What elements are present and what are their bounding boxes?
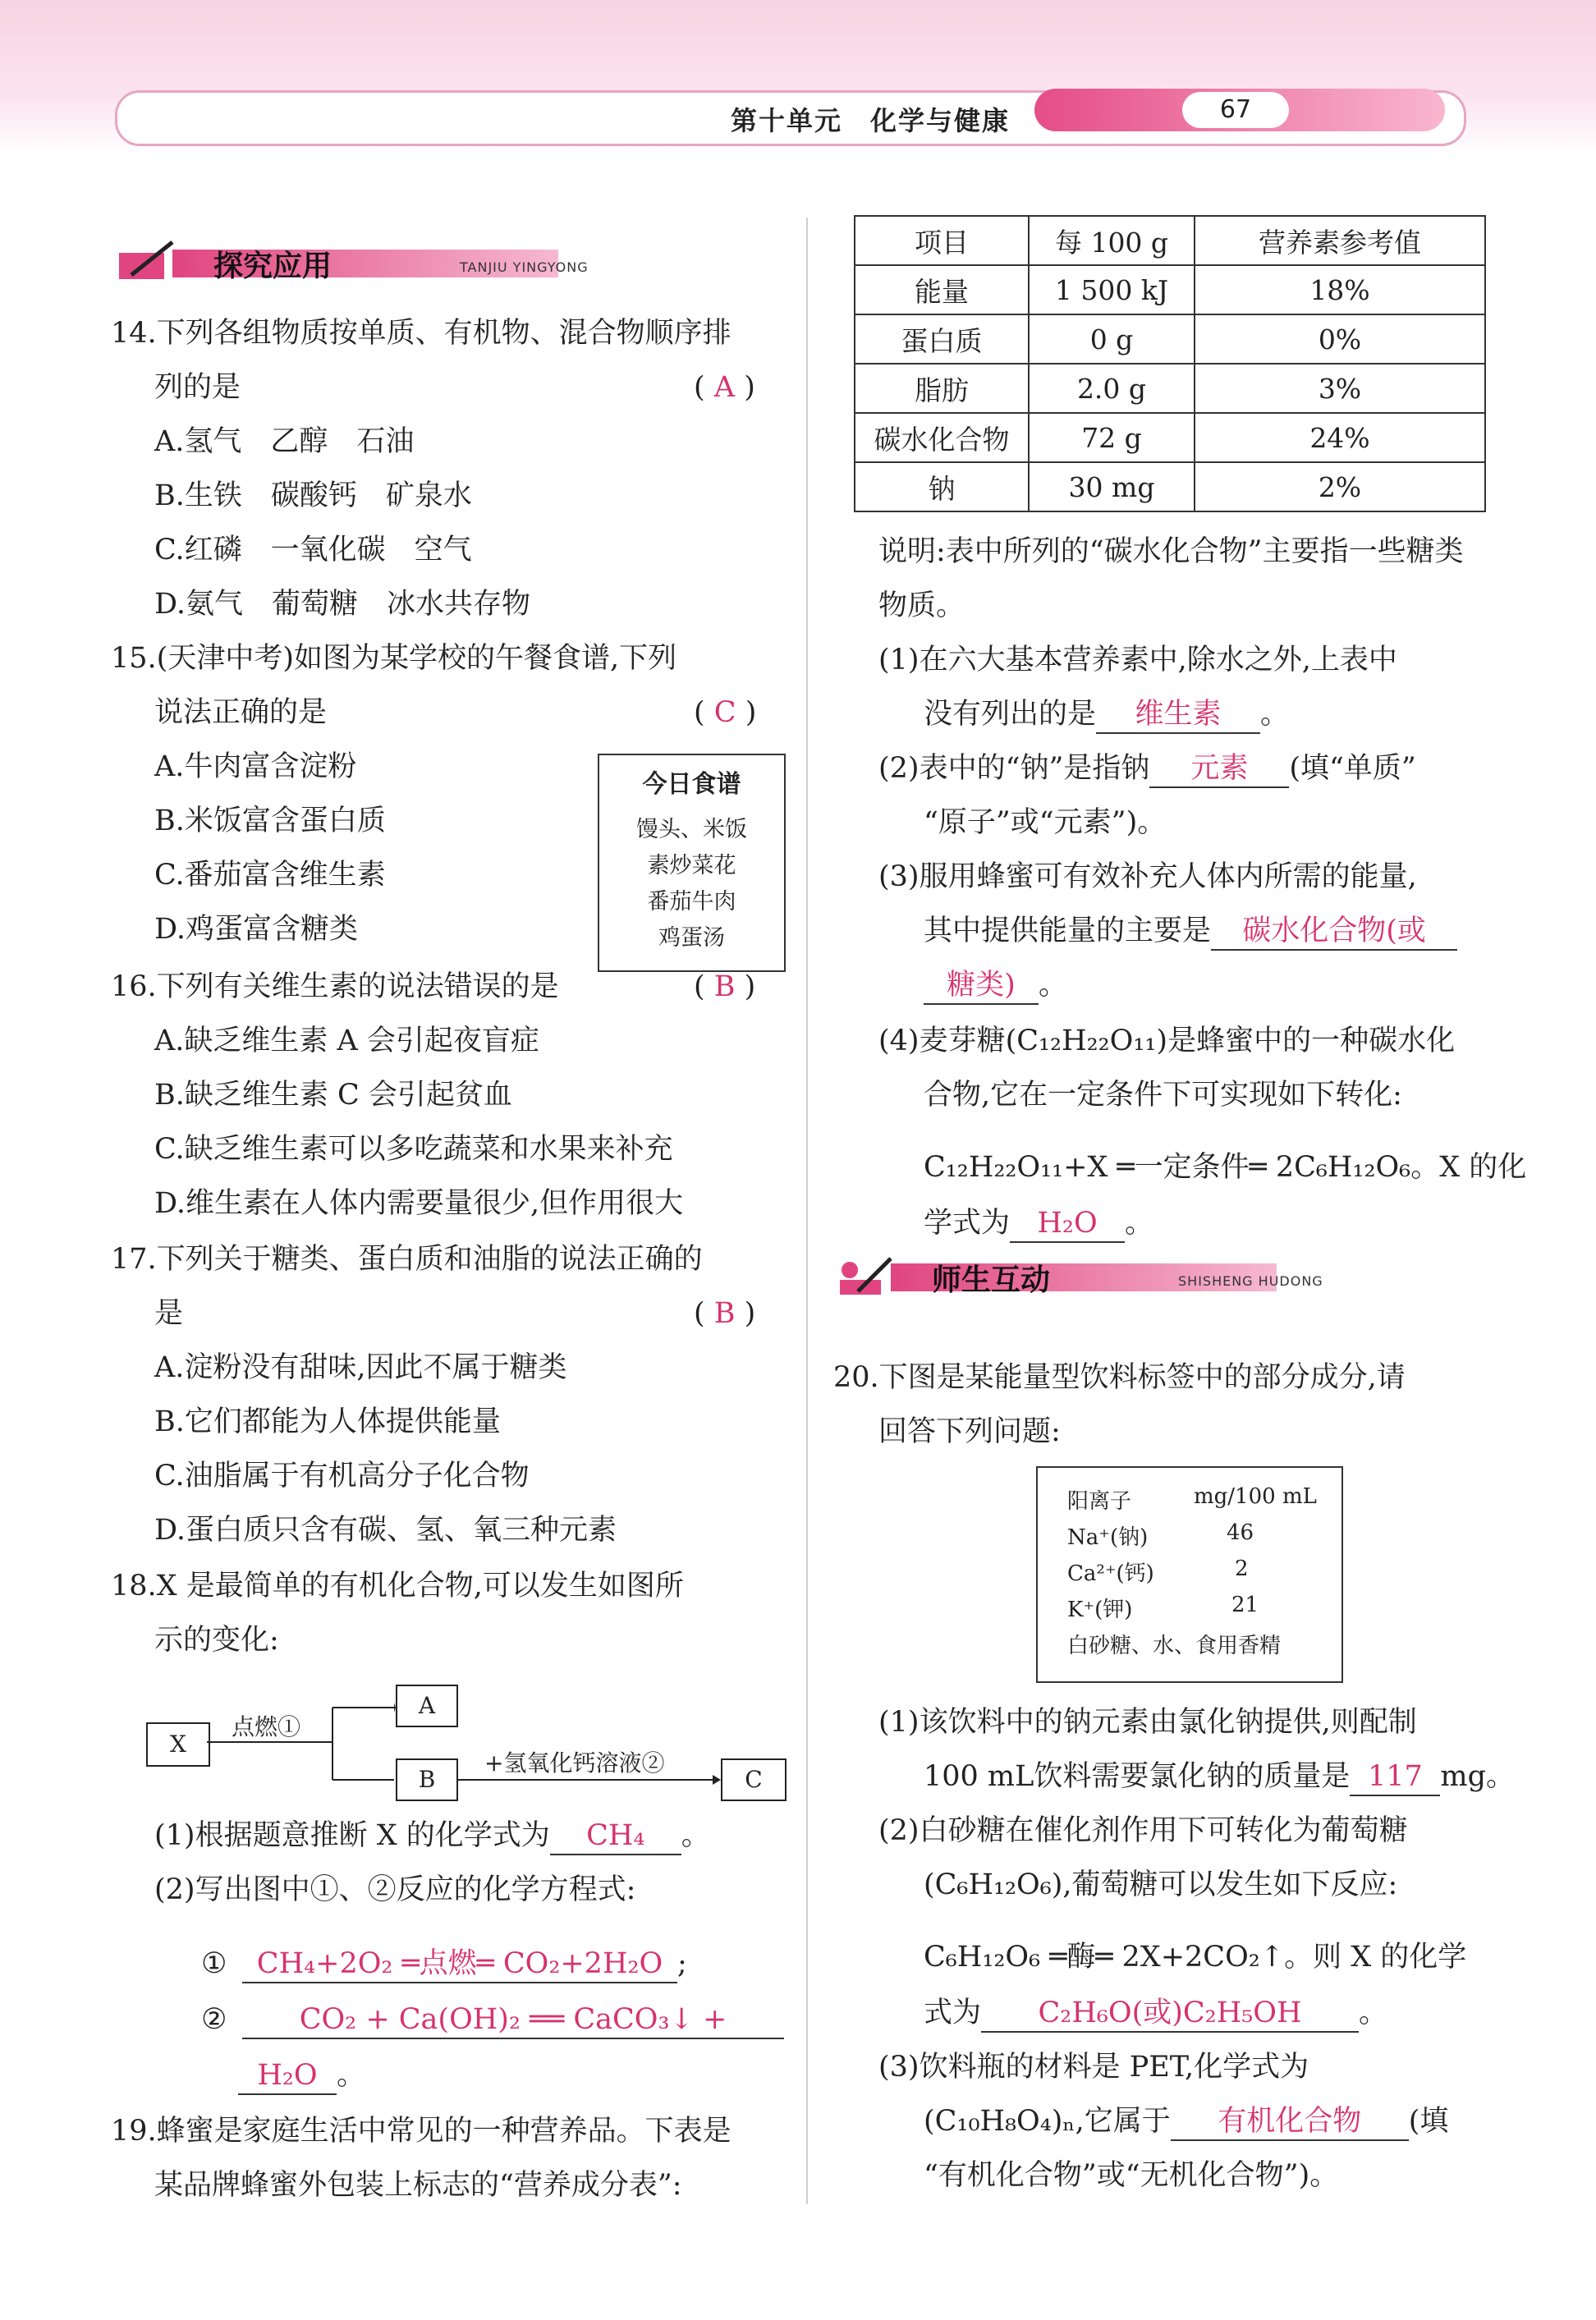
page-title: 第十单元 化学与健康 xyxy=(731,105,1011,136)
q18-stem2: 示的变化: xyxy=(154,1624,279,1657)
q19-s4c: 学式为 H₂O 。 xyxy=(924,1205,1153,1243)
q17-option: A.淀粉没有甜味,因此不属于糖类 xyxy=(154,1351,567,1384)
q18-stem: 18.X 是最简单的有机化合物,可以发生如图所 xyxy=(111,1570,684,1602)
menu-item: 番茄牛肉 xyxy=(647,889,736,915)
table-cell: 脂肪 xyxy=(855,364,1029,413)
table-cell: 72 g xyxy=(1029,413,1195,462)
table-header: 营养素参考值 xyxy=(1195,216,1485,265)
q18-eq1: CH₄+2O₂ ═点燃═ CO₂+2H₂O ; xyxy=(242,1946,687,1983)
q19-s1b: 没有列出的是 维生素 。 xyxy=(924,696,1289,734)
q16-stem: 16.下列有关维生素的说法错误的是 xyxy=(111,970,559,1003)
section-label: 师生互动 xyxy=(932,1263,1051,1297)
label-value: 2 xyxy=(1235,1557,1249,1581)
q19-s4b: 合物,它在一定条件下可实现如下转化: xyxy=(924,1079,1402,1112)
q20-s2b: (C₆H₁₂O₆),葡萄糖可以发生如下反应: xyxy=(924,1868,1398,1901)
menu-item: 馒头、米饭 xyxy=(636,817,747,842)
table-header: 每 100 g xyxy=(1029,216,1195,265)
q14-option: D.氨气 葡萄糖 冰水共存物 xyxy=(154,588,530,621)
q18-part1: (1)根据题意推断 X 的化学式为 CH₄ 。 xyxy=(154,1818,710,1855)
table-cell: 钠 xyxy=(855,462,1029,511)
arrow-label-ignite: 点燃① xyxy=(232,1713,301,1740)
table-row xyxy=(855,314,1485,364)
q15-stem: 15.(天津中考)如图为某学校的午餐食谱,下列 xyxy=(111,642,677,675)
column-divider xyxy=(806,218,808,2204)
q19-s2a: (2)表中的“钠”是指钠 元素 (填“单质” xyxy=(878,750,1416,788)
teacher-icon xyxy=(833,1252,899,1301)
table-row xyxy=(855,364,1485,413)
q19-s3b: 其中提供能量的主要是 碳水化合物(或 xyxy=(924,913,1457,951)
table-header: 项目 xyxy=(855,216,1029,265)
page-number: 67 xyxy=(1182,92,1289,128)
table-cell: 碳水化合物 xyxy=(855,413,1029,462)
table-cell: 能量 xyxy=(855,265,1029,314)
q18-eq2: CO₂ + Ca(OH)₂ ══ CaCO₃↓ + xyxy=(242,2001,784,2039)
q17-option: B.它们都能为人体提供能量 xyxy=(154,1405,501,1438)
q14-option: B.生铁 碳酸钙 矿泉水 xyxy=(154,479,472,512)
q19-s3a: (3)服用蜂蜜可有效补充人体内所需的能量, xyxy=(878,860,1417,893)
label-header: mg/100 mL xyxy=(1194,1484,1317,1509)
q19-s4a: (4)麦芽糖(C₁₂H₂₂O₁₁)是蜂蜜中的一种碳水化 xyxy=(878,1025,1456,1057)
label-value: 46 xyxy=(1227,1520,1254,1545)
diagram-b: B xyxy=(396,1758,458,1801)
q15-stem2: 说法正确的是 xyxy=(154,696,328,729)
table-cell: 18% xyxy=(1195,265,1485,314)
diagram-c: C xyxy=(721,1758,787,1801)
q20-stem: 20.下图是某能量型饮料标签中的部分成分,请 xyxy=(833,1361,1406,1394)
q15-option: B.米饭富含蛋白质 xyxy=(154,805,386,837)
q19-s4eq: C₁₂H₂₂O₁₁+X ═一定条件═ 2C₆H₁₂O₆。X 的化 xyxy=(924,1151,1527,1184)
section-interact xyxy=(833,1252,1375,1301)
q16-option: B.缺乏维生素 C 会引起贫血 xyxy=(154,1079,512,1112)
label-ion: Ca²⁺(钙) xyxy=(1067,1561,1154,1586)
menu-item: 鸡蛋汤 xyxy=(658,925,725,951)
label-value: 21 xyxy=(1231,1593,1259,1617)
pen-icon xyxy=(115,238,181,287)
eq-num-1: ① xyxy=(201,1947,227,1980)
table-cell: 0 g xyxy=(1029,314,1195,364)
q17-option: D.蛋白质只含有碳、氢、氧三种元素 xyxy=(154,1514,617,1547)
q14-answer: ( A ) xyxy=(694,371,755,404)
menu-title: 今日食谱 xyxy=(642,770,741,799)
q17-stem: 17.下列关于糖类、蛋白质和油脂的说法正确的 xyxy=(111,1243,703,1276)
q19-stem2: 某品牌蜂蜜外包装上标志的“营养成分表”: xyxy=(154,2169,682,2202)
q19-s3c: 糖类) 。 xyxy=(924,967,1067,1005)
q14-option: A.氢气 乙醇 石油 xyxy=(154,425,415,458)
q19-s1a: (1)在六大基本营养素中,除水之外,上表中 xyxy=(878,644,1397,676)
q14-stem2: 列的是 xyxy=(154,371,241,404)
q18-eq2b: H₂O 。 xyxy=(238,2057,365,2095)
diagram-a: A xyxy=(396,1685,458,1727)
q20-stem2: 回答下列问题: xyxy=(878,1415,1061,1448)
q19-note: 说明:表中所列的“碳水化合物”主要指一些糖类 xyxy=(878,535,1464,568)
q19-stem: 19.蜂蜜是家庭生活中常见的一种营养品。下表是 xyxy=(111,2115,732,2148)
label-footer: 白砂糖、水、食用香精 xyxy=(1067,1634,1282,1658)
section-pinyin: SHISHENG HUDONG xyxy=(1178,1273,1323,1289)
q15-option: A.牛肉富含淀粉 xyxy=(154,750,357,783)
q16-answer: ( B ) xyxy=(694,970,756,1003)
q19-s2c: “原子”或“元素”)。 xyxy=(924,806,1167,839)
diagram-x: X xyxy=(146,1722,210,1767)
q17-option: C.油脂属于有机高分子化合物 xyxy=(154,1460,530,1492)
table-cell: 24% xyxy=(1195,413,1485,462)
q20-s1b: 100 mL饮料需要氯化钠的质量是 117 mg。 xyxy=(924,1758,1515,1796)
label-header: 阳离子 xyxy=(1067,1489,1132,1514)
table-row xyxy=(855,462,1485,511)
table-row xyxy=(855,265,1485,314)
table-header-row xyxy=(855,216,1485,265)
q19-note2: 物质。 xyxy=(878,589,965,622)
q20-s2c: 式为 C₂H₆O(或)C₂H₅OH 。 xyxy=(924,1995,1387,2033)
table-cell: 2.0 g xyxy=(1029,364,1195,413)
q20-s3b: (C₁₀H₈O₄)ₙ,它属于 有机化合物 (填 xyxy=(924,2103,1448,2141)
label-ion: K⁺(钾) xyxy=(1067,1598,1133,1622)
nutrition-table xyxy=(854,215,1486,512)
q15-option: D.鸡蛋富含糖类 xyxy=(154,913,358,946)
label-ion: Na⁺(钠) xyxy=(1067,1525,1149,1550)
section-label: 探究应用 xyxy=(213,250,332,283)
table-row xyxy=(855,413,1485,462)
q16-option: C.缺乏维生素可以多吃蔬菜和水果来补充 xyxy=(154,1133,673,1166)
drink-label xyxy=(1036,1466,1343,1683)
q16-option: A.缺乏维生素 A 会引起夜盲症 xyxy=(154,1025,539,1057)
q16-option: D.维生素在人体内需要量很少,但作用很大 xyxy=(154,1187,684,1220)
table-cell: 3% xyxy=(1195,364,1485,413)
arrow-label-limewater: +氢氧化钙溶液② xyxy=(484,1749,665,1777)
q20-s3d: “有机化合物”或“无机化合物”)。 xyxy=(924,2159,1339,2192)
q20-s3a: (3)饮料瓶的材料是 PET,化学式为 xyxy=(878,2051,1309,2084)
q15-answer: ( C ) xyxy=(694,696,757,729)
section-explore xyxy=(115,238,657,287)
eq-num-2: ② xyxy=(201,2003,227,2036)
table-cell: 30 mg xyxy=(1029,462,1195,511)
table-cell: 2% xyxy=(1195,462,1485,511)
table-cell: 蛋白质 xyxy=(855,314,1029,364)
q20-s2a: (2)白砂糖在催化剂作用下可转化为葡萄糖 xyxy=(878,1814,1408,1847)
q20-s1a: (1)该饮料中的钠元素由氯化钠提供,则配制 xyxy=(878,1706,1417,1739)
q14-stem: 14.下列各组物质按单质、有机物、混合物顺序排 xyxy=(111,317,732,350)
q18-part2: (2)写出图中①、②反应的化学方程式: xyxy=(154,1873,636,1906)
menu-card xyxy=(598,754,786,972)
q15-option: C.番茄富含维生素 xyxy=(154,859,386,892)
q17-answer: ( B ) xyxy=(694,1297,756,1330)
section-pinyin: TANJIU YINGYONG xyxy=(460,259,589,275)
table-cell: 1 500 kJ xyxy=(1029,265,1195,314)
q14-option: C.红磷 一氧化碳 空气 xyxy=(154,534,472,566)
q17-stem2: 是 xyxy=(154,1297,184,1330)
menu-item: 素炒菜花 xyxy=(647,853,736,878)
q20-s2eq: C₆H₁₂O₆ ═酶═ 2X+2CO₂↑。则 X 的化学 xyxy=(924,1941,1467,1974)
table-cell: 0% xyxy=(1195,314,1485,364)
